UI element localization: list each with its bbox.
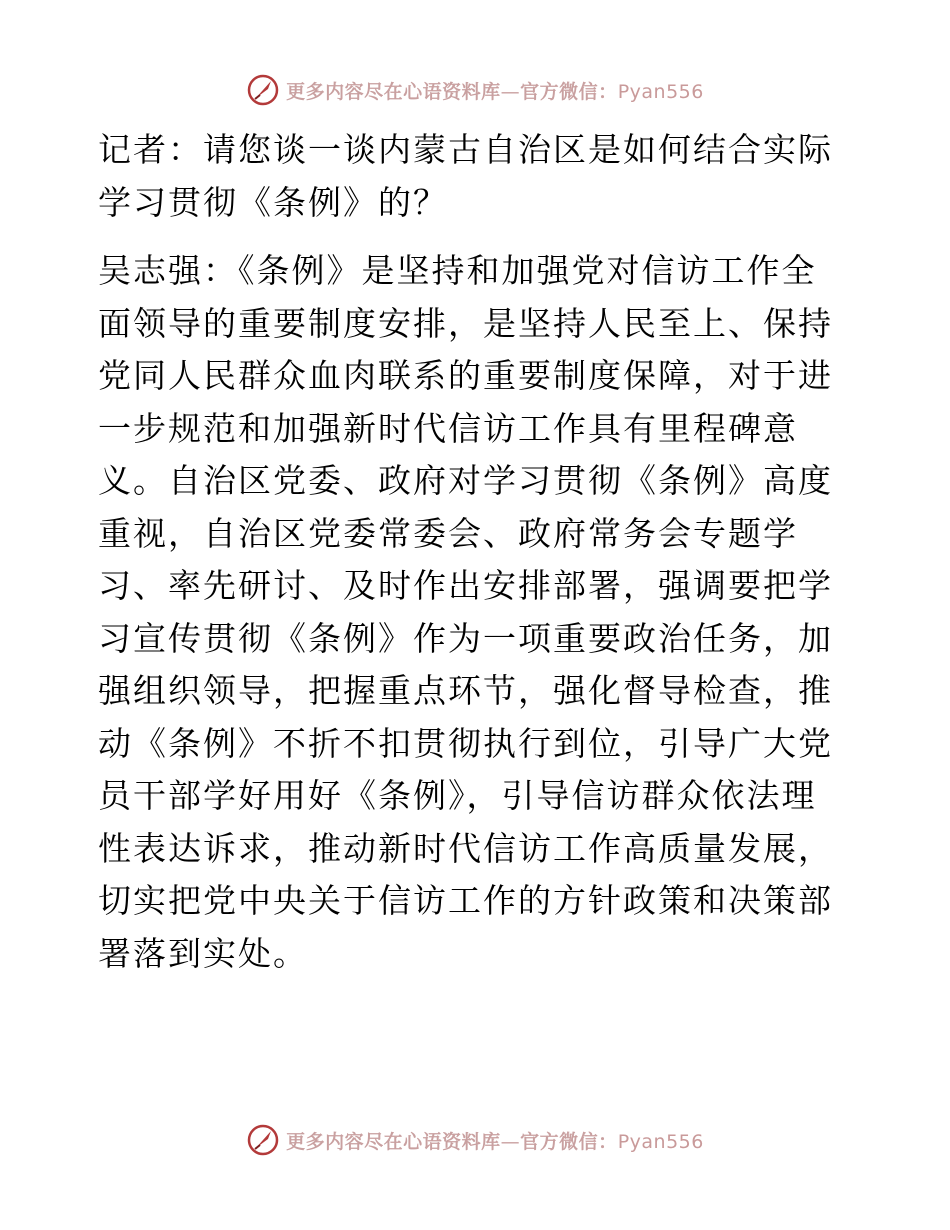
question-text: 请您谈一谈内蒙古自治区是如何结合实际学习贯彻《条例》的？ [98,130,833,222]
quill-logo-icon [246,73,280,107]
answer-paragraph [98,245,848,980]
header-watermark [0,70,950,110]
question-speaker: 记者： [98,130,203,169]
answer-text: 《条例》是坚持和加强党对信访工作全面领导的重要制度安排，是坚持人民至上、保持党同人民群众血肉联系的重要制度保障，对于进一步规范和加强新时代信访工作具有里程碑意义。自治区党委、政府对学习贯彻《条例》高度重视，自治区党委常委会、政府常务会专题学习、率先研讨、及时作出安排部署，强调要把学习宣传贯彻《条例》作为一项重要政治任务，加强组织领导，把握重点环节，强化督导检查，推动《条例》不折不扣贯彻执行到位，引导广大党员干部学好用好《条例》，引导信访群众依法理性表达诉求，推动新时代信访工作高质量发展，切实把党中央关于信访工作的方针政策和决策部署落到实处。 [98,251,833,973]
watermark-text: 更多内容尽在心语资料库—官方微信：Pyan556 [286,80,704,103]
quill-logo-icon [246,1123,280,1157]
interview-content [98,124,848,980]
footer-watermark [0,1120,950,1160]
watermark-text: 更多内容尽在心语资料库—官方微信：Pyan556 [286,1130,704,1153]
question-paragraph [98,124,848,229]
answer-speaker: 吴志强： [98,251,238,290]
